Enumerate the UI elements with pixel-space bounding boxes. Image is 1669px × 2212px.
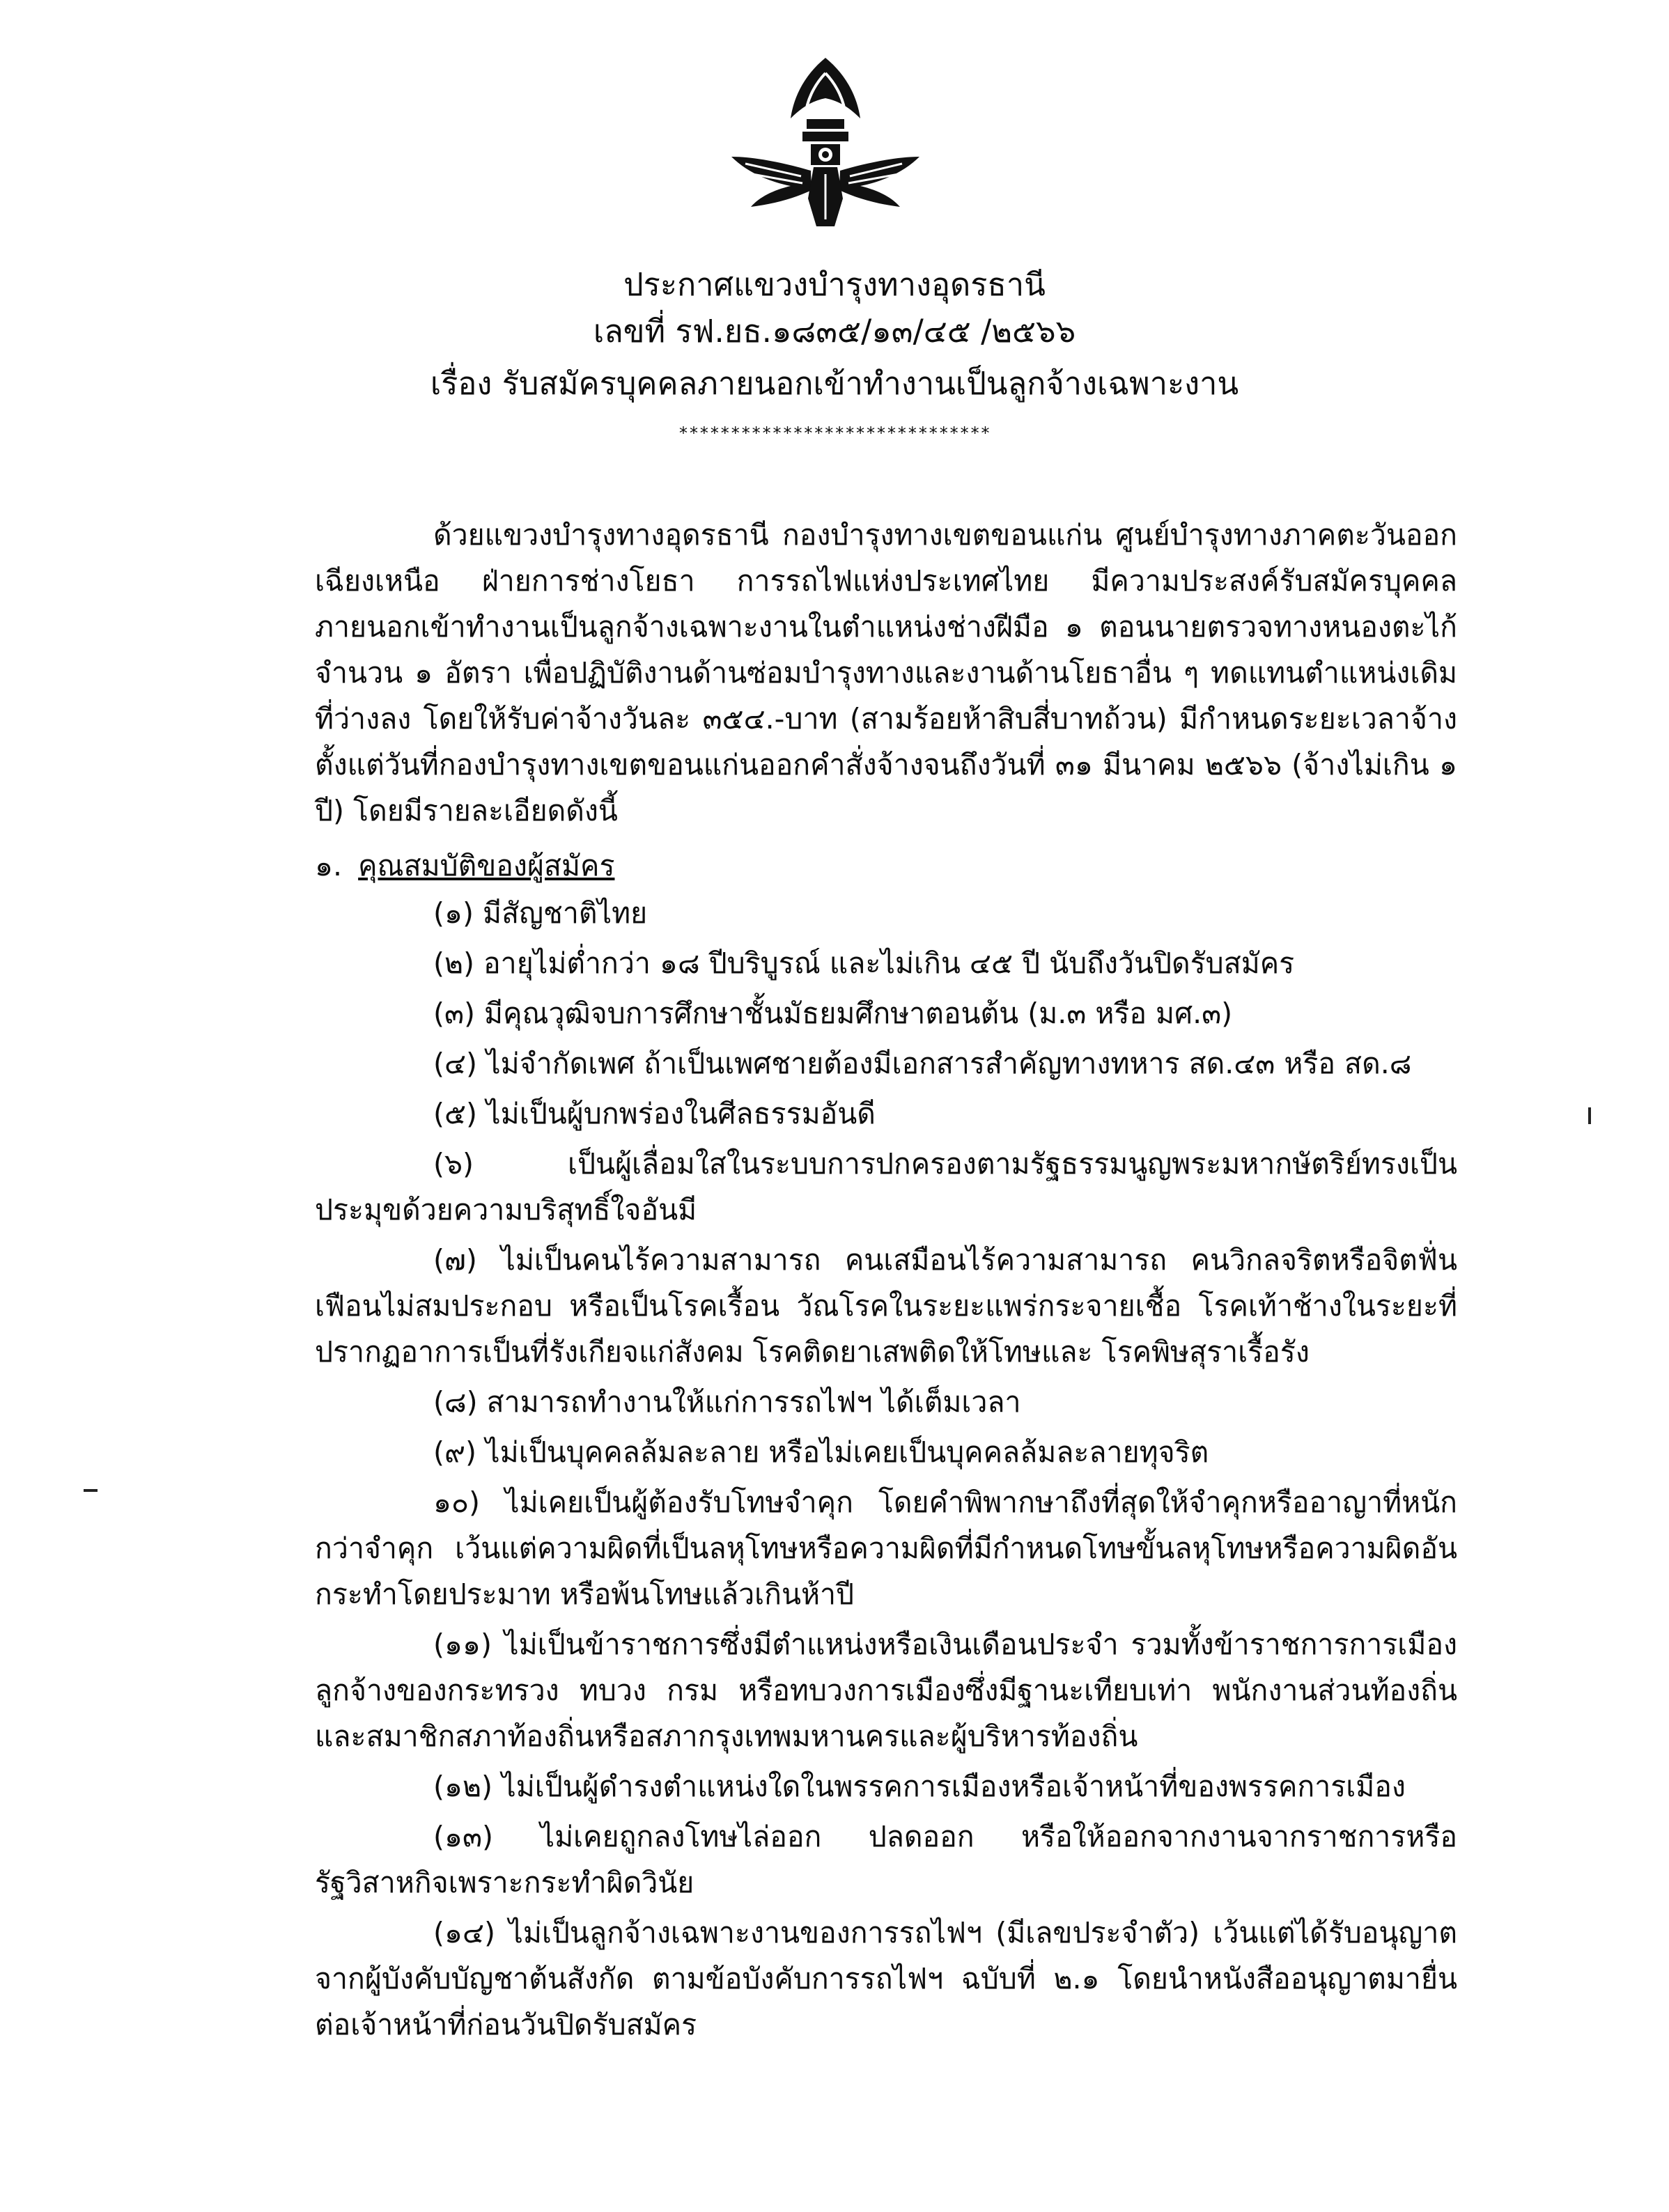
list-item: (๑๓) ไม่เคยถูกลงโทษไล่ออก ปลดออก หรือให้ออกจากงานจากราชการหรือรัฐวิสาหกิจเพราะกระทำผิดวินัย [315,1820,1457,1899]
list-item: (๕) ไม่เป็นผู้บกพร่องในศีลธรรมอันดี [433,1097,876,1130]
list-item: (๙) ไม่เป็นบุคคลล้มละลาย หรือไม่เคยเป็นบุคคลล้มละลายทุจริต [433,1435,1209,1469]
list-item: (๗) ไม่เป็นคนไร้ความสามารถ คนเสมือนไร้ความสามารถ คนวิกลจริตหรือจิตฟั่นเฟือนไม่สมประกอบ หรือเป็นโรคเรื้อน วัณโรคในระยะแพร่กระจายเชื้อ โรคเท้าช้างในระยะที่ปรากฏอาการเป็นที่รังเกียจแก่สังคม โรคติดยาเสพติดให้โทษและ โรคพิษสุราเรื้อรัง [315,1243,1457,1369]
separator-line: ****************************** [678,423,991,443]
list-item: (๑๑) ไม่เป็นข้าราชการซึ่งมีตำแหน่งหรือเงินเดือนประจำ รวมทั้งข้าราชการการเมือง ลูกจ้างของกระทรวง ทบวง กรม หรือทบวงการเมืองซึ่งมีฐานะเทียบเท่า พนักงานส่วนท้องถิ่นและสมาชิกสภาท้องถิ่นหรือสภากรุงเทพมหานครและผู้บริหารท้องถิ่น [315,1628,1457,1753]
list-item: (๘) สามารถทำงานให้แก่การรถไฟฯ ได้เต็มเวลา [433,1385,1021,1419]
list-item: ๑๐) ไม่เคยเป็นผู้ต้องรับโทษจำคุก โดยคำพิพากษาถึงที่สุดให้จำคุกหรืออาญาที่หนักกว่าจำคุก เว้นแต่ความผิดที่เป็นลหุโทษหรือความผิดที่มีกำหนดโทษขั้นลหุโทษหรือความผิดอันกระทำโดยประมาท หรือพ้นโทษแล้วเกินห้าปี [315,1486,1457,1611]
railway-emblem-logo [724,52,926,233]
intro-paragraph: ด้วยแขวงบำรุงทางอุดรธานี กองบำรุงทางเขตขอนแก่น ศูนย์บำรุงทางภาคตะวันออกเฉียงเหนือ ฝ่ายการช่างโยธา การรถไฟแห่งประเทศไทย มีความประสงค์รับสมัครบุคคลภายนอกเข้าทำงานเป็นลูกจ้างเฉพาะงานในตำแหน่งช่างฝีมือ ๑ ตอนนายตรวจทางหนองตะไก้ จำนวน ๑ อัตรา เพื่อปฏิบัติงานด้านซ่อมบำรุงทางและงานด้านโยธาอื่น ๆ ทดแทนตำแหน่งเดิมที่ว่างลง โดยให้รับค่าจ้างวันละ ๓๕๔.-บาท (สามร้อยห้าสิบสี่บาทถ้วน) มีกำหนดระยะเวลาจ้างตั้งแต่วันที่กองบำรุงทางเขตขอนแก่นออกคำสั่งจ้างจนถึงวันที่ ๓๑ มีนาคม ๒๕๖๖ (จ้างไม่เกิน ๑ ปี) โดยมีรายละเอียดดังนี้ [315,518,1457,827]
announcement-title: ประกาศแขวงบำรุงทางอุดรธานี [623,266,1046,303]
list-item: (๑๔) ไม่เป็นลูกจ้างเฉพาะงานของการรถไฟฯ (มีเลขประจำตัว) เว้นแต่ได้รับอนุญาตจากผู้บังคับบัญชาต้นสังกัด ตามข้อบังคับการรถไฟฯ ฉบับที่ ๒.๑ โดยนำหนังสืออนุญาตมายื่นต่อเจ้าหน้าที่ก่อนวันปิดรับสมัคร [315,1916,1457,2041]
list-item: (๖) เป็นผู้เลื่อมใสในระบบการปกครองตามรัฐธรรมนูญพระมหากษัตริย์ทรงเป็นประมุขด้วยความบริสุทธิ์ใจอันมี [315,1147,1457,1226]
announcement-subject: เรื่อง รับสมัครบุคคลภายนอกเข้าทำงานเป็นลูกจ้างเฉพาะงาน [430,365,1239,402]
section-title: คุณสมบัติของผู้สมัคร [358,849,615,882]
scan-mark [1588,1107,1591,1124]
announcement-number: เลขที่ รฟ.ยธ.๑๘๓๕/๑๓/๔๕ /๒๕๖๖ [593,313,1076,350]
list-item: (๑) มีสัญชาติไทย [433,896,648,930]
list-item: (๒) อายุไม่ต่ำกว่า ๑๘ ปีบริบูรณ์ และไม่เกิน ๔๕ ปี นับถึงวันปิดรับสมัคร [433,947,1295,980]
list-item: (๓) มีคุณวุฒิจบการศึกษาชั้นมัธยมศึกษาตอนต้น (ม.๓ หรือ มศ.๓) [433,997,1233,1030]
list-item: (๔) ไม่จำกัดเพศ ถ้าเป็นเพศชายต้องมีเอกสารสำคัญทางทหาร สด.๔๓ หรือ สด.๘ [433,1047,1412,1080]
section-number: ๑. [315,849,343,882]
section-heading [315,843,614,889]
list-item: (๑๒) ไม่เป็นผู้ดำรงตำแหน่งใดในพรรคการเมืองหรือเจ้าหน้าที่ของพรรคการเมือง [433,1770,1406,1803]
scan-mark [84,1489,98,1492]
qualifications-list [315,890,1457,2052]
